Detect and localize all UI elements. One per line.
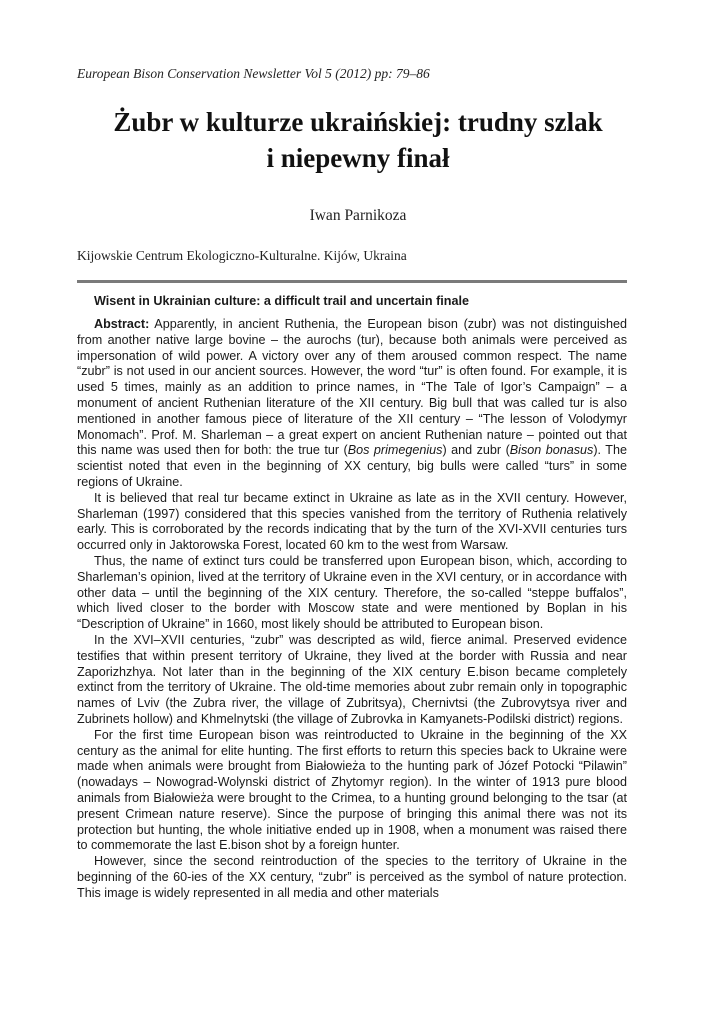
abstract-section — [77, 293, 627, 901]
abstract-p1-text-a: Apparently, in ancient Ruthenia, the European bison (zubr) was not distinguished from another native large bovine – the aurochs (tur), because both animals were perceived as impersonation of wild power. A victory over any of them aroused common respect. The name “zubr” is not used in our ancient sources. However, the word “tur” is often found. For example, it is used 5 times, mainly as an addition to prince names, in “The Tale of Igor’s Campaign” – a monument of ancient Ruthenian literature of the XII century. Big bull that was called tur is also mentioned in another famous piece of literature of the XII century – “The lesson of Volodymyr Monomach”. Prof. M. Sharleman – a great expert on ancient Ruthenian nature – pointed out that this name was used then for both: the true tur ( — [77, 317, 627, 458]
abstract-label: Abstract: — [94, 317, 150, 331]
abstract-p1-text-c: ). The scientist noted that even in the beginning of XX century, big bulls were called “turs” in some regions of Ukraine. — [77, 443, 627, 489]
abstract-paragraph-1 — [77, 317, 627, 491]
abstract-paragraph-3: Thus, the name of extinct turs could be transferred upon European bison, which, according to Sharleman’s opinion, lived at the territory of Ukraine even in the XVI century, or in accordance with other data – until the beginning of the XIX century. Therefore, the so-called “steppe buffalos”, which lived closer to the border with Moscow state and were mentioned by Boplan in his “Description of Ukraine” in 1660, most likely should be attributed to European bison. — [77, 553, 627, 632]
abstract-paragraph-5: For the first time European bison was reintroducted to Ukraine in the beginning of the XX century as the animal for elite hunting. The first efforts to return this species back to Ukraine were made when animals were brought from Białowieża to the hunting park of Józef Potocki “Pilawin” (nowadays – Nowograd-Wolynski district of Zhytomyr region). In the winter of 1913 pure blood animals from Białowieża were brought to the Crimea, to a hunting ground belonging to the tsar (at present Crimean nature reserve). Since the purpose of bringing this animal there was not its protection but hunting, the whole initiative ended up in 1908, when a monument was raised there to commemorate the last E.bison shot by a foreign hunter. — [77, 727, 627, 853]
abstract-paragraph-6: However, since the second reintroduction of the species to the territory of Ukraine in the beginning of the 60-ies of the XX century, “zubr” is perceived as the symbol of nature protection. This image is widely represented in all media and other materials — [77, 854, 627, 900]
article-title-line-1: Żubr w kulturze ukraińskiej: trudny szlak — [113, 107, 603, 137]
author-name: Iwan Parnikoza — [309, 207, 407, 224]
abstract-paragraph-4: In the XVI–XVII centuries, “zubr” was descripted as wild, fierce animal. Preserved evidence testifies that within present territory of Ukraine, they lived at the border with Russia and near Zaporizhzhya. Not later than in the beginning of the XIX century E.bison became completely extinct from the territory of Ukraine. The old-time memories about zubr remain only in topographic names of Lviv (the Zubra river, the village of Zubritsya), Chernivtsi (the Zubrovytsya river and Zubrinets hollow) and Khmelnytski (the village of Zubrovka in Kamyanets-Podilski district) regions. — [77, 632, 627, 726]
article-title-line-2: i niepewny finał — [266, 143, 450, 173]
journal-citation: European Bison Conservation Newsletter Vol 5 (2012) pp: 79–86 — [77, 66, 430, 81]
species-name-bison-bonasus: Bison bonasus — [509, 443, 594, 458]
article-title — [60, 104, 656, 176]
abstract-p1-text-b: ) and zubr ( — [442, 443, 510, 458]
section-divider — [77, 280, 627, 283]
abstract-paragraph-2: It is believed that real tur became extinct in Ukraine as late as in the XVII century. However, Sharleman (1997) considered that this species vanished from the territory of Ruthenia relatively early. This is corroborated by the records indicating that by the turn of the XVI-XVII centuries turs occurred only in Jaktorowska Forest, located 60 km to the west from Warsaw. — [77, 490, 627, 553]
species-name-bos-primegenius: Bos primegenius — [347, 443, 443, 458]
abstract-english-title: Wisent in Ukrainian culture: a difficult trail and uncertain finale — [94, 294, 469, 308]
author-affiliation: Kijowskie Centrum Ekologiczno-Kulturalne. Kijów, Ukraina — [77, 248, 407, 263]
